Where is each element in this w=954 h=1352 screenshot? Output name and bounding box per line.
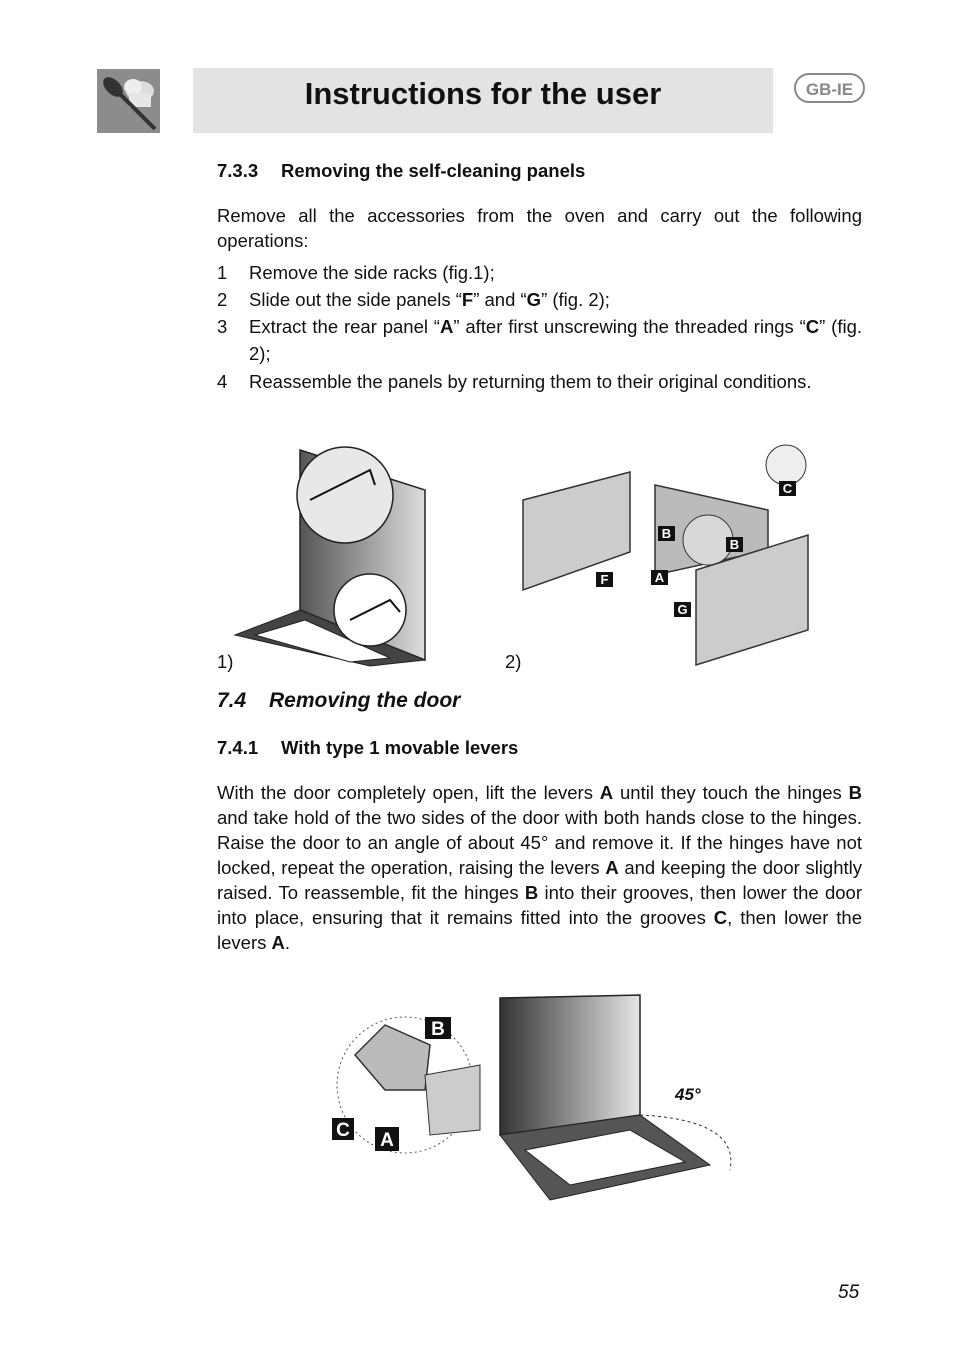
step-number: 3 — [217, 316, 228, 337]
callout-c-label: C — [782, 481, 793, 496]
callout-c-label: C — [336, 1120, 350, 1141]
step-number: 4 — [217, 371, 228, 392]
step-number: 1 — [217, 262, 228, 283]
callout-a-label: A — [380, 1130, 394, 1151]
section-heading-7-4-1 — [217, 737, 518, 759]
spoon-chef-hat-icon — [97, 69, 160, 133]
figure-2-label: 2) — [505, 651, 522, 672]
callout-f-label: F — [600, 572, 609, 587]
section-number: 7.3.3 — [217, 160, 259, 181]
angle-label: 45° — [675, 1085, 701, 1104]
section-heading-7-3-3 — [217, 160, 585, 182]
section-title: With type 1 movable levers — [281, 737, 519, 758]
figure-door-removal-illustration — [330, 990, 760, 1205]
header-bar — [193, 68, 773, 133]
step-text: Slide out the side panels “F” and “G” (fig. 2); — [249, 289, 610, 310]
callout-b-label: B — [431, 1019, 445, 1040]
logo — [97, 69, 160, 133]
callout-a-label: A — [654, 570, 665, 585]
step-text: Reassemble the panels by returning them to their original conditions. — [249, 371, 812, 392]
list-item — [217, 259, 862, 286]
step-text: Remove the side racks (fig.1); — [249, 262, 495, 283]
figure-2-panels-illustration — [518, 440, 818, 668]
section-heading-7-4 — [217, 689, 460, 713]
callout-b-label: B — [729, 537, 740, 552]
step-text: Extract the rear panel “A” after first unscrewing the threaded rings “C” (fig. 2); — [249, 316, 863, 364]
callout-g-label: G — [677, 602, 688, 617]
language-badge: GB-IE — [794, 73, 865, 103]
section-number: 7.4.1 — [217, 737, 259, 758]
list-item — [217, 368, 862, 395]
list-item — [217, 313, 862, 367]
page-number: 55 — [838, 1282, 860, 1303]
figure-1-label: 1) — [217, 651, 234, 672]
page-title: Instructions for the user — [304, 76, 662, 111]
section-title: Removing the self-cleaning panels — [281, 160, 586, 181]
step-number: 2 — [217, 289, 228, 310]
figure-1-side-rack-illustration — [230, 440, 430, 668]
section-number: 7.4 — [217, 689, 247, 712]
callout-b-label: B — [661, 526, 672, 541]
door-removal-paragraph: With the door completely open, lift the levers A until they touch the hinges B and take hold of the two sides of the door with both hands close to the hinges. Raise the door to an angle of about 45° and remove it. If the hinges have not locked, repeat the operation, raising the levers A and keeping the door slightly raised. To reassemble, fit the hinges B into their grooves, then lower the door into place, ensuring that it remains fitted into the grooves C, then lower the levers A. — [217, 782, 863, 953]
intro-paragraph: Remove all the accessories from the oven and carry out the following operations: — [217, 205, 862, 251]
list-item — [217, 286, 862, 313]
section-title: Removing the door — [269, 689, 461, 712]
